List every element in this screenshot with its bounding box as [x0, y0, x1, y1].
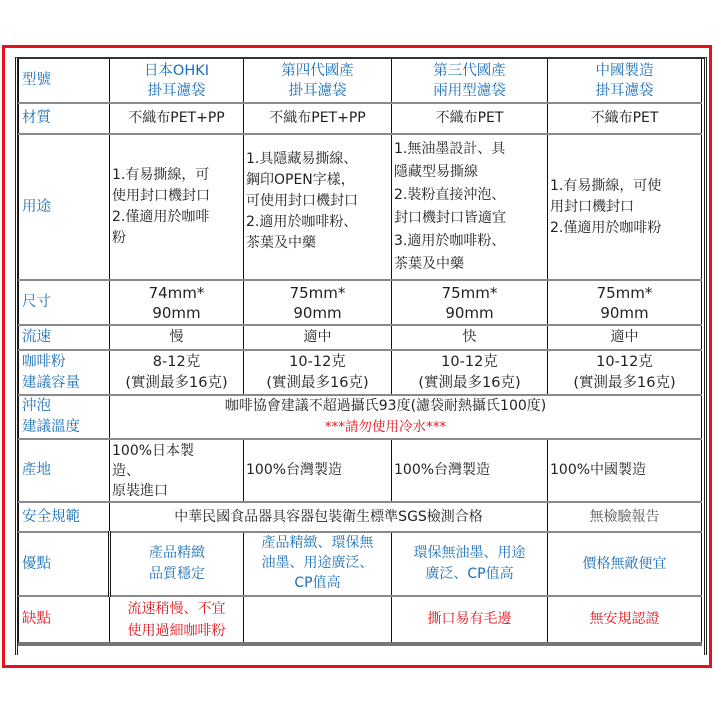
row-label-model: 型號 — [19, 59, 110, 103]
header-col-gen4: 第四代國產 掛耳濾袋 — [244, 59, 392, 103]
material-cell: 不織布PET — [548, 103, 702, 134]
size-cell: 75mm* 90mm — [548, 280, 702, 325]
flow-cell: 慢 — [110, 325, 244, 350]
temperature-note: 咖啡協會建議不超過攝氏93度(濾袋耐熱攝氏100度) — [224, 398, 547, 414]
capacity-cell: 8-12克 (實測最多16克) — [110, 350, 244, 395]
capacity-cell: 10-12克 (實測最多16克) — [392, 350, 548, 395]
usage-cell: 1.有易撕線，可 使用封口機封口 2.僅適用於咖啡 粉 — [110, 134, 244, 280]
usage-cell: 1.有易撕線，可使 用封口機封口 2.僅適用於咖啡粉 — [548, 134, 702, 280]
origin-cell: 100%台灣製造 — [244, 439, 392, 502]
filter-bag-comparison-table — [18, 59, 702, 646]
usage-cell: 1.具隱藏易撕線、 鋼印OPEN字樣， 可使用封口機封口 2.適用於咖啡粉、 茶葉及中藥 — [244, 134, 392, 280]
origin-cell: 100%台灣製造 — [392, 439, 548, 502]
pros-cell: 產品精緻 品質穩定 — [110, 532, 244, 596]
origin-cell: 100%中國製造 — [548, 439, 702, 502]
capacity-cell: 10-12克 (實測最多16克) — [244, 350, 392, 395]
flow-row — [19, 325, 702, 350]
material-cell: 不織布PET+PP — [244, 103, 392, 134]
comparison-table-container — [15, 57, 707, 655]
cons-cell: 流速稍慢、不宜 使用過細咖啡粉 — [110, 596, 244, 644]
cons-cell-empty — [244, 596, 392, 644]
temperature-row — [19, 395, 702, 439]
row-label-material: 材質 — [19, 103, 110, 134]
safety-merged-cell: 中華民國食品器具容器包裝衛生標準SGS檢測合格 — [110, 502, 548, 532]
size-cell: 74mm* 90mm — [110, 280, 244, 325]
size-cell: 75mm* 90mm — [244, 280, 392, 325]
row-label-origin: 產地 — [19, 439, 110, 502]
row-label-size: 尺寸 — [19, 280, 110, 325]
cons-cell: 撕口易有毛邊 — [392, 596, 548, 644]
pros-row — [19, 532, 702, 596]
row-label-capacity: 咖啡粉 建議容量 — [19, 350, 110, 395]
material-cell: 不織布PET+PP — [110, 103, 244, 134]
row-label-cons: 缺點 — [19, 596, 110, 644]
origin-row — [19, 439, 702, 502]
safety-row — [19, 502, 702, 532]
row-label-usage: 用途 — [19, 134, 110, 280]
flow-cell: 適中 — [548, 325, 702, 350]
row-label-flow: 流速 — [19, 325, 110, 350]
pros-cell: 環保無油墨、用途 廣泛、CP值高 — [392, 532, 548, 596]
flow-cell: 快 — [392, 325, 548, 350]
row-label-safety: 安全規範 — [19, 502, 110, 532]
capacity-cell: 10-12克 (實測最多16克) — [548, 350, 702, 395]
material-row — [19, 103, 702, 134]
cold-water-warning: ***請勿使用冷水*** — [324, 419, 447, 435]
cons-row — [19, 596, 702, 644]
size-row — [19, 280, 702, 325]
header-col-china: 中國製造 掛耳濾袋 — [548, 59, 702, 103]
header-col-ohki: 日本OHKI 掛耳濾袋 — [110, 59, 244, 103]
row-label-pros: 優點 — [19, 532, 110, 596]
capacity-row — [19, 350, 702, 395]
material-cell: 不織布PET — [392, 103, 548, 134]
row-label-temperature: 沖泡 建議溫度 — [19, 395, 110, 439]
temperature-merged-cell — [110, 395, 702, 439]
usage-row — [19, 134, 702, 280]
size-cell: 75mm* 90mm — [392, 280, 548, 325]
usage-cell: 1.無油墨設計、具 隱藏型易撕線 2.裝粉直接沖泡、 封口機封口皆適宜 3.適用於咖啡粉、 茶葉及中藥 — [392, 134, 548, 280]
header-col-gen3: 第三代國產 兩用型濾袋 — [392, 59, 548, 103]
cons-cell: 無安規認證 — [548, 596, 702, 644]
flow-cell: 適中 — [244, 325, 392, 350]
pros-cell: 價格無敵便宜 — [548, 532, 702, 596]
header-row — [19, 59, 702, 103]
origin-cell: 100%日本製 造、 原裝進口 — [110, 439, 244, 502]
safety-cell-china: 無檢驗報告 — [548, 502, 702, 532]
pros-cell: 產品精緻、環保無 油墨、用途廣泛、 CP值高 — [244, 532, 392, 596]
